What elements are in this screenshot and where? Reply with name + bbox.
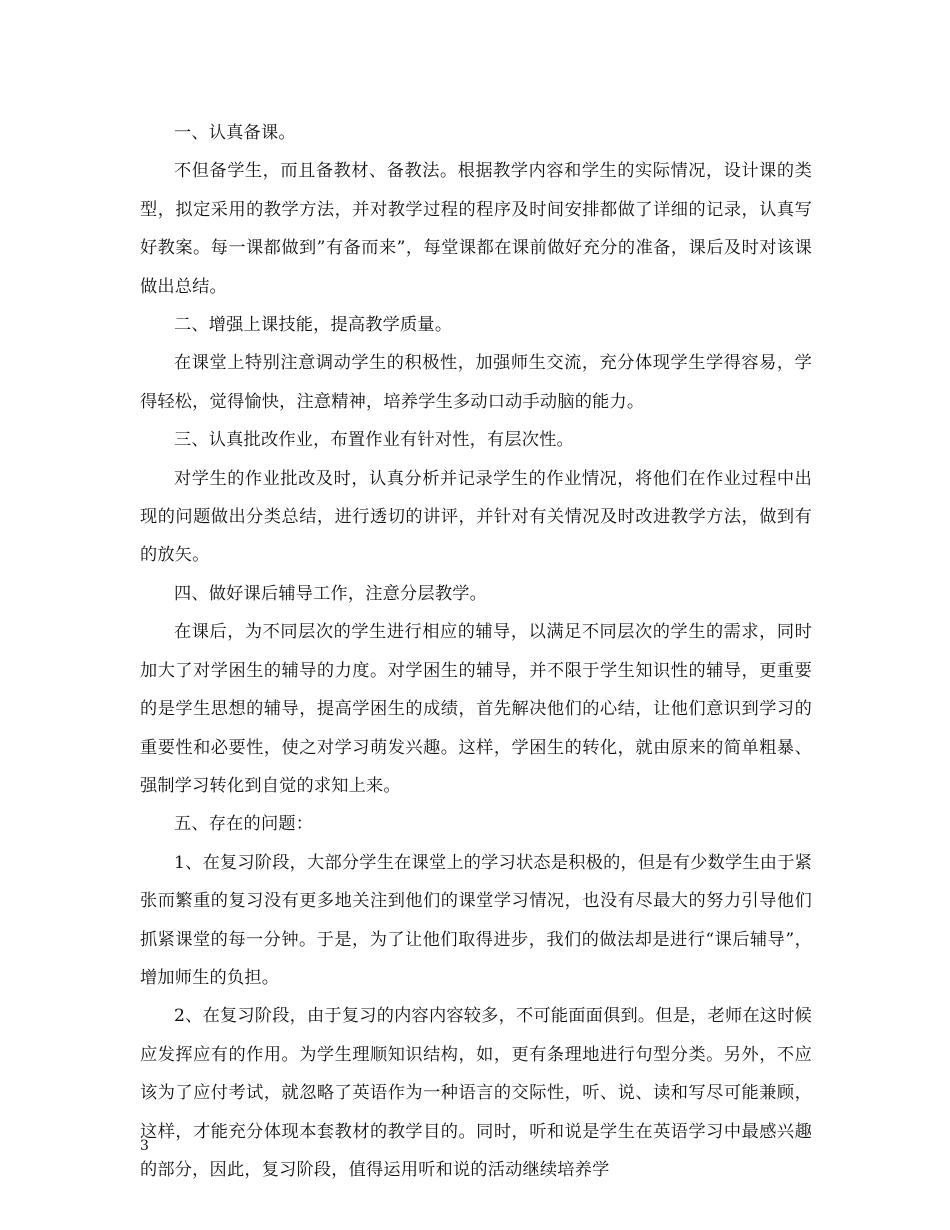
section-heading-teaching-skills: 二、增强上课技能，提高教学质量。 <box>174 315 453 336</box>
paragraph-tutoring: 在课后，为不同层次的学生进行相应的辅导，以满足不同层次的学生的需求，同时加大了对学困生的辅导的力度。对学困生的辅导，并不限于学生知识性的辅导，更重要的是学生思想的辅导，提高学困生的成绩，首先解决他们的心结，让他们意识到学习的重要性和必要性，使之对学习萌发兴趣。这样，学困生的转化，就由原来的简单粗暴、强制学习转化到自觉的求知上来。 <box>140 622 812 796</box>
paragraph-lesson-preparation: 不但备学生，而且备教材、备教法。根据教学内容和学生的实际情况，设计课的类型，拟定采用的教学方法，并对教学过程的程序及时间安排都做了详细的记录，认真写好教案。每一课都做到”有备而来”，每堂课都在课前做好充分的准备，课后及时对该课做出总结。 <box>140 161 812 297</box>
paragraph-problem-1: 1、在复习阶段，大部分学生在课堂上的学习状态是积极的，但是有少数学生由于紧张而繁重的复习没有更多地关注到他们的课堂学习情况，也没有尽最大的努力引导他们抓紧课堂的每一分钟。于是，为了让他们取得进步，我们的做法却是进行“课后辅导”，增加师生的负担。 <box>140 852 812 988</box>
section-heading-problems: 五、存在的问题： <box>174 814 314 835</box>
document-body <box>140 114 812 1189</box>
section-heading-homework: 三、认真批改作业，布置作业有针对性，有层次性。 <box>174 430 574 451</box>
paragraph-teaching-skills: 在课堂上特别注意调动学生的积极性，加强师生交流，充分体现学生学得容易，学得轻松，觉得愉快，注意精神，培养学生多动口动手动脑的能力。 <box>140 353 812 412</box>
paragraph-problem-2: 2、在复习阶段，由于复习的内容内容较多，不可能面面俱到。但是，老师在这时候应发挥应有的作用。为学生理顺知识结构，如，更有条理地进行句型分类。另外，不应该为了应付考试，就忽略了英语作为一种语言的交际性，听、说、读和写尽可能兼顾，这样，才能充分体现本套教材的教学目的。同时，听和说是学生在英语学习中最感兴趣的部分，因此，复习阶段，值得运用听和说的活动继续培养学 <box>140 1006 812 1180</box>
section-heading-tutoring: 四、做好课后辅导工作，注意分层教学。 <box>174 583 487 604</box>
section-heading-lesson-preparation: 一、认真备课。 <box>174 123 296 143</box>
page-number: 3 <box>140 1138 149 1154</box>
paragraph-homework: 对学生的作业批改及时，认真分析并记录学生的作业情况，将他们在作业过程中出现的问题做出分类总结，进行透切的讲评，并针对有关情况及时改进教学方法，做到有的放矢。 <box>140 468 812 566</box>
